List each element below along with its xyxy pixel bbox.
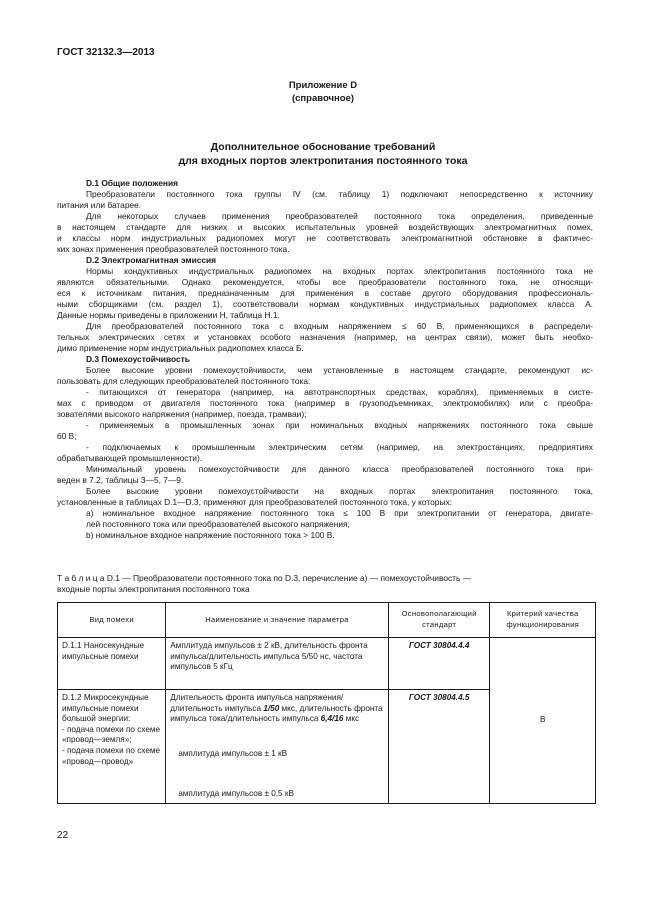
body-line: веден в 7.2, таблицы 3—5, 7—9. <box>57 475 184 485</box>
document-code: ГОСТ 32132.3—2013 <box>57 47 155 58</box>
body-line: Для некоторых случаев применения преобразователей постоянного тока определения, приведенные <box>86 211 593 221</box>
cell-standard: ГОСТ 30804.4.4 <box>388 638 490 690</box>
body-line: Более высокие уровни помехоустойчивости, чем установленные в настоящем стандарте, рекомендуют ис- <box>86 365 593 375</box>
body-line: питания или батарее. <box>57 200 142 210</box>
header-type: Вид помехи <box>58 603 166 638</box>
body-line: Для преобразователей постоянного тока с входным напряжением ≤ 60 В, применяющихся в распредели- <box>86 321 593 331</box>
appendix-type: (справочное) <box>291 93 355 104</box>
body-line: ких зонах применения преобразователей постоянного тока. <box>57 244 290 254</box>
body-line: ными сборщиками (см. раздел 1), соответствовали нормам кондуктивных индустриальных радиопомех класса А. <box>57 299 593 309</box>
body-line: Данные нормы приведены в приложении H, таблица H.1. <box>57 310 280 320</box>
body-line: являются обязательными. Однако рекомендуется, чтобы все преобразователи постоянного тока, не относящи- <box>57 277 593 287</box>
body-line: - питающихся от генератора (например, на автотранспортных средствах, кораблях), применяемых в систе- <box>86 387 593 397</box>
type-sub2: - подача помехи по схеме «провод—провод» <box>62 745 161 766</box>
header-criterion: Критерий качества функционирования <box>490 603 596 638</box>
type-sub1: - подача помехи по схеме «провод—земля»; <box>62 724 161 745</box>
header-param: Наименование и значение параметра <box>166 603 389 638</box>
body-line: еся к источникам питания, предназначенным для применения в составе другого оборудования профессиональ- <box>57 288 593 298</box>
cell-param: Амплитуда импульсов ± 2 кВ, длительность фронта импульса/длительность импульса 5/50 нс, частота импульсов 5 кГц <box>166 638 389 690</box>
body-line: и классы норм индустриальных радиопомех могут не соответствовать электромагнитной обстановке в фактичес- <box>57 233 593 243</box>
param-amplitude-1: амплитуда импульсов ± 1 кВ <box>178 749 288 758</box>
section-heading: D.2 Электромагнитная эмиссия <box>86 255 217 265</box>
body-line: Нормы кондуктивных индустриальных радиопомех на входных портах электропитания постоянного тока не <box>86 266 593 276</box>
table-header-row <box>58 603 596 638</box>
body-line: а) номинальное входное напряжение постоянного тока ≤ 100 В при электропитании от генератора, двигате- <box>86 508 593 518</box>
body-line: тельных электрических сетях и установках особого назначения (например, на центрах связи), может быть необхо- <box>57 332 593 342</box>
body-line: в настоящем стандарте для низких и высоких испытательных уровней воздействующих электромагнитных помех, <box>57 222 593 232</box>
cell-param <box>166 690 389 804</box>
body-line: пользовать для следующих преобразователей постоянного тока: <box>57 376 311 386</box>
table-caption-line1: Т а б л и ц а D.1 — Преобразователи постоянного тока по D.3, перечисление а) — помехоустойчивость — <box>57 573 472 583</box>
cell-type <box>58 690 166 804</box>
body-line: Более высокие уровни помехоустойчивости на входных портах электропитания постоянного тока, <box>86 486 593 496</box>
cell-criterion: B <box>490 638 596 804</box>
section-title-line1: Дополнительное обоснование требований <box>210 141 436 153</box>
cell-standard: ГОСТ 30804.4.5 <box>388 690 490 804</box>
table-caption-line2: входные порты электропитания постоянного тока <box>57 584 250 594</box>
param-description: Длительность фронта импульса напряжения/ длительность импульса 1/50 мкс, длительность фронта импульса тока/длительность импульса 6,4/16 мкс <box>170 693 383 724</box>
section-heading: D.1 Общие положения <box>86 178 179 188</box>
type-label: D.1.2 Микросекундные импульсные помехи большой энергии: <box>62 693 149 724</box>
page-number: 22 <box>57 830 69 841</box>
section-title-line2: для входных портов электропитания постоянного тока <box>178 155 468 167</box>
body-line: мах с приводом от двигателя постоянного тока (например в грузоподъемниках, электромобилях) или с преобра- <box>57 398 593 408</box>
body-line: зователями высокого напряжения (например, поезда, трамваи); <box>57 409 307 419</box>
body-line: Минимальный уровень помехоустойчивости для данного класса преобразователей постоянного тока при- <box>86 464 593 474</box>
body-line: b) номинальное входное напряжение постоянного тока > 100 В. <box>86 530 335 540</box>
header-standard: Основополагающий стандарт <box>388 603 490 638</box>
body-line: Преобразователи постоянного тока группы IV (см. таблицу 1) подключают непосредственно к источнику <box>86 189 593 199</box>
body-line: лей постоянного тока или преобразователей высокого напряжения; <box>86 519 350 529</box>
body-line: - применяемых в промышленных зонах при номинальных входных напряжениях постоянного тока свыше <box>86 420 593 430</box>
body-line: обрабатывающей промышленности). <box>57 453 203 463</box>
body-line: димо применение норм индустриальных радиопомех класса Б. <box>57 343 304 353</box>
table-row <box>58 638 596 690</box>
param-amplitude-2: амплитуда импульсов ± 0,5 кВ <box>178 789 294 798</box>
section-heading: D.3 Помехоустойчивость <box>86 354 190 364</box>
body-line: установленные в таблицах D.1—D.3, применяют для преобразователей постоянного тока, у которых: <box>57 497 452 507</box>
body-line: - подключаемых к промышленным электрическим сетям (например, на электростанциях, предприятиях <box>86 442 593 452</box>
body-line: 60 В; <box>57 431 77 441</box>
table-d1 <box>57 602 596 804</box>
appendix-title: Приложение D <box>288 80 358 91</box>
cell-type: D.1.1 Наносекундные импульсные помехи <box>58 638 166 690</box>
